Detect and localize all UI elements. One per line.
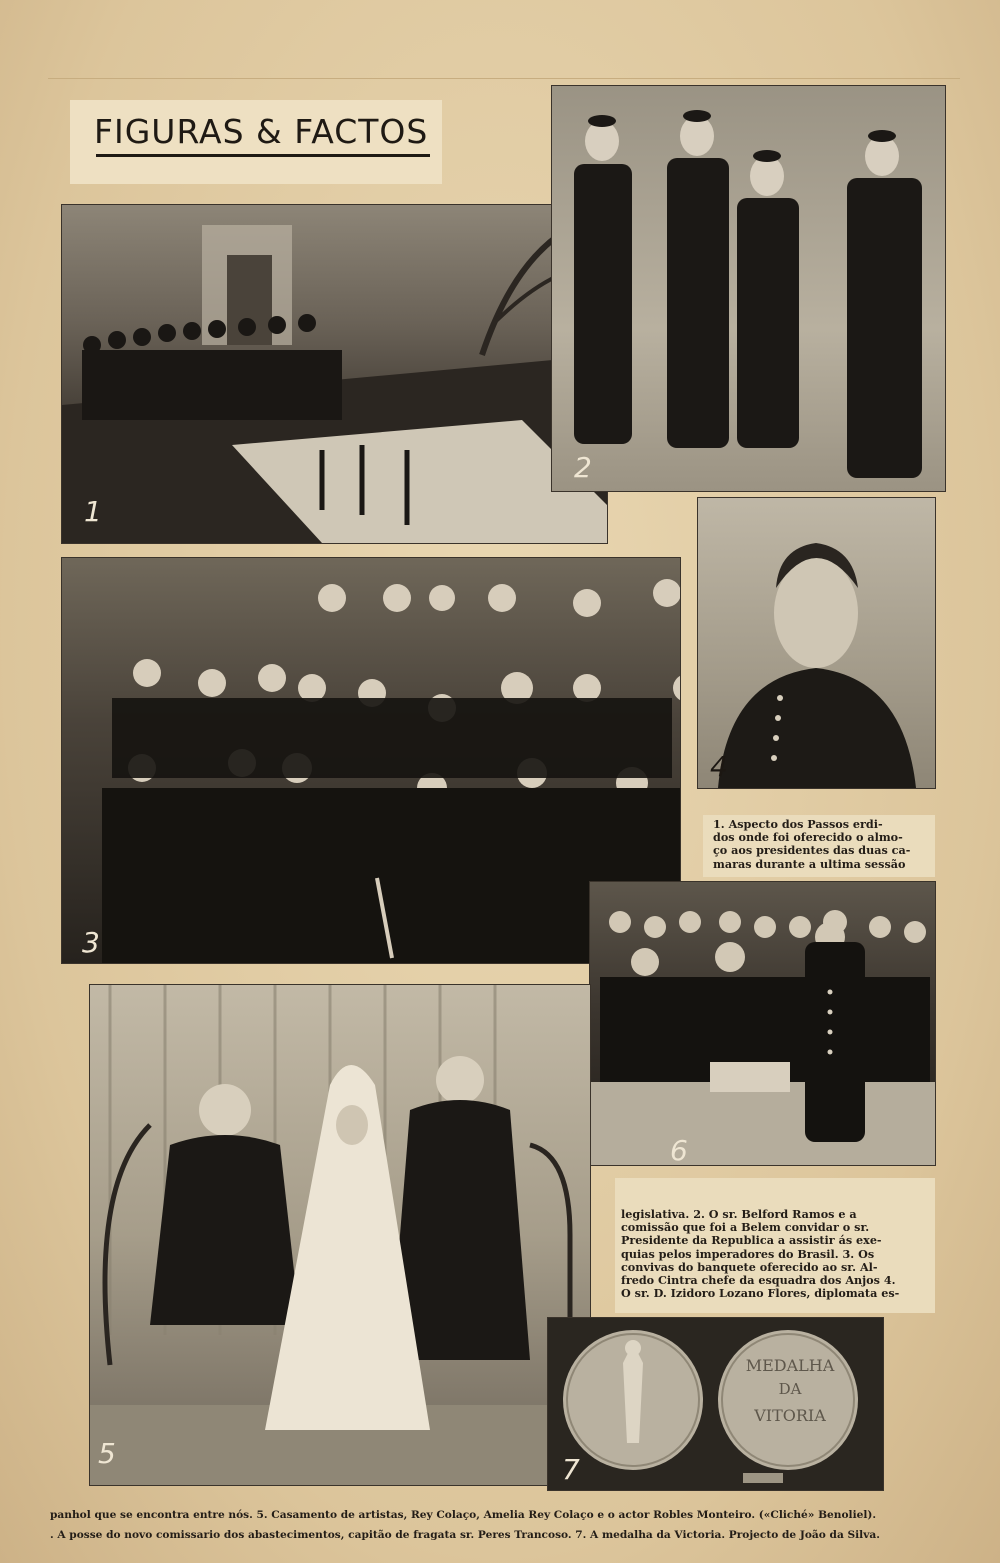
- caption-line: O sr. D. Izidoro Lozano Flores, diplomata es-: [621, 1286, 900, 1301]
- medal-inscription-line: MEDALHA: [745, 1356, 835, 1375]
- medal-inscription-line: VITORIA: [754, 1406, 826, 1425]
- photo-wedding: [90, 985, 590, 1485]
- photo-number: 1: [84, 495, 102, 528]
- caption-line: ço aos presidentes das duas ca-: [713, 843, 911, 858]
- caption-line: legislativa. 2. O sr. Belford Ramos e a: [621, 1207, 857, 1221]
- standing-men-illustration: [552, 86, 945, 491]
- photo-number: 6: [670, 1134, 688, 1165]
- photo-group-standing: [552, 86, 945, 491]
- photo-banquet-hall: [62, 205, 607, 543]
- caption-line: 1. Aspecto dos Passos erdi-: [713, 817, 883, 831]
- caption-line: Presidente da Republica a assistir ás exe-: [621, 1233, 882, 1248]
- caption-line: comissão que foi a Belem convidar o sr.: [621, 1220, 870, 1235]
- photo-ceremony: [590, 882, 935, 1165]
- photo-number: 4: [710, 750, 728, 783]
- photo-number: 3: [82, 926, 100, 959]
- caption-line: dos onde foi oferecido o almo-: [713, 830, 903, 845]
- medal-illustration: [548, 1318, 883, 1490]
- photo-group-portrait: [62, 558, 680, 963]
- footer-caption-line: . A posse do novo comissario dos abastecimentos, capitão de fragata sr. Peres Trancoso. 7. A medalha da Victoria. Projecto de João da Silva.: [50, 1529, 880, 1541]
- wedding-illustration: [90, 985, 590, 1485]
- footer-caption-line: panhol que se encontra entre nós. 5. Casamento de artistas, Rey Colaço, Amelia Rey Colaço e o actor Robles Monteiro. («Cliché» Benoliel).: [50, 1509, 877, 1521]
- group-illustration: [62, 558, 680, 963]
- portrait-illustration: [698, 498, 935, 788]
- caption-box-1: [703, 815, 935, 877]
- caption-line: convivas do banquete oferecido ao sr. Al-: [621, 1259, 878, 1274]
- caption-line: fredo Cintra chefe da esquadra dos Anjos 4.: [621, 1273, 896, 1288]
- banquet-illustration: [62, 205, 607, 543]
- caption-box-2: [615, 1178, 935, 1313]
- photo-portrait: [698, 498, 935, 788]
- photo-number: 5: [98, 1437, 116, 1470]
- caption-line: quias pelos imperadores do Brasil. 3. Os: [621, 1246, 875, 1261]
- title-underline: [96, 154, 430, 157]
- photo-medal: [548, 1318, 883, 1490]
- ceremony-illustration: [590, 882, 935, 1165]
- medal-inscription-line: DA: [778, 1380, 802, 1398]
- page-title: FIGURAS & FACTOS: [94, 112, 429, 151]
- photo-number: 2: [574, 451, 592, 484]
- photo-number: 7: [562, 1453, 580, 1486]
- caption-line: maras durante a ultima sessão: [713, 856, 906, 871]
